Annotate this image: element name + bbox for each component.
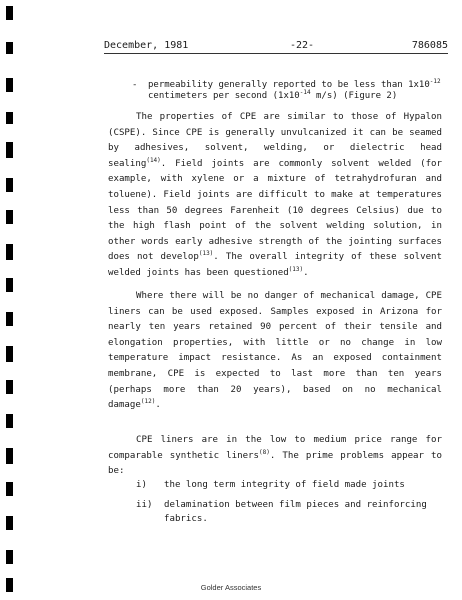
document-number: 786085 — [411, 40, 448, 51]
superscript: -14 — [299, 89, 311, 96]
binding-mark — [6, 516, 13, 530]
reference: (13) — [198, 250, 214, 258]
paragraph-properties — [108, 110, 442, 282]
reference: (8) — [259, 448, 270, 456]
binding-mark — [6, 380, 13, 394]
reference: (13) — [288, 265, 304, 273]
paragraph-text: . The overall integrity of these solvent welded joints has been questioned — [108, 252, 442, 278]
paragraph-text: Where there will be no danger of mechanical damage, CPE liners can be used exposed. Samples exposed in Arizona for nearly ten years retained 90 percent of their tensile and elongation properties, with little or no change in low temperature impact resistance. As an exposed containment membrane, CPE is expected to last more than ten years (perhaps more than 20 years), based on no mechanical damage — [108, 291, 442, 411]
binding-mark — [6, 448, 13, 464]
paragraph-exposure — [108, 289, 442, 414]
binding-mark — [6, 346, 13, 362]
binding-mark — [6, 550, 13, 564]
reference: (14) — [146, 156, 161, 164]
binding-mark — [6, 244, 13, 260]
paragraph-text: . — [155, 400, 161, 411]
bullet-item — [132, 78, 448, 102]
binding-mark — [6, 482, 13, 496]
header-date: December, 1981 — [104, 40, 189, 51]
bullet-marker: - — [132, 80, 138, 90]
bullet-text: permeability generally reported to be less than 1x10 — [148, 80, 430, 90]
list-text: delamination between film pieces and reinforcing fabrics. — [164, 500, 427, 524]
paragraph-text: The properties of CPE are similar to those of Hypalon (CSPE). Since CPE is generally unvulcanized it can be seamed by adhesives, solvent, welding, or dielectric head sealing — [108, 112, 442, 169]
bullet-text: centimeters per second (1x10 — [148, 91, 300, 101]
paragraph-text: . — [303, 267, 309, 278]
paragraph-text: . The prime problems appear to be: — [108, 450, 443, 477]
binding-mark — [6, 278, 13, 292]
list-item — [136, 478, 442, 492]
paragraph-text: . Field joints are commonly solvent welded (for example, with xylene or a mixture of tetrahydrofuran and toluene). Field joints are difficult to make at temperatures less than 50 degrees Farenheit (10 degrees Celsius) due to the high flash point of the solvent welding solution, in other words early adhesive strength of the jointing surfaces does not develop — [108, 158, 442, 263]
list-text: the long term integrity of field made joints — [164, 480, 405, 490]
list-item — [136, 498, 442, 526]
binding-mark — [6, 210, 13, 224]
list-number: ii) — [136, 500, 153, 510]
binding-mark — [6, 142, 13, 158]
binding-mark — [6, 78, 13, 92]
bullet-text: m/s) (Figure 2) — [310, 91, 398, 101]
page-footer: Golder Associates — [200, 583, 262, 592]
header-rule — [104, 53, 448, 54]
binding-mark — [6, 414, 13, 428]
superscript: -12 — [429, 78, 441, 85]
binding-mark — [6, 6, 13, 20]
paragraph-text: CPE liners are in the low to medium price range for comparable synthetic liners — [108, 435, 442, 461]
list-number: i) — [136, 480, 147, 490]
paragraph-price — [108, 433, 442, 480]
binding-mark — [6, 178, 13, 192]
binding-mark — [6, 42, 13, 54]
reference: (12) — [140, 398, 156, 406]
page-number: -22- — [290, 40, 315, 51]
binding-mark — [6, 312, 13, 326]
binding-mark — [6, 112, 13, 124]
